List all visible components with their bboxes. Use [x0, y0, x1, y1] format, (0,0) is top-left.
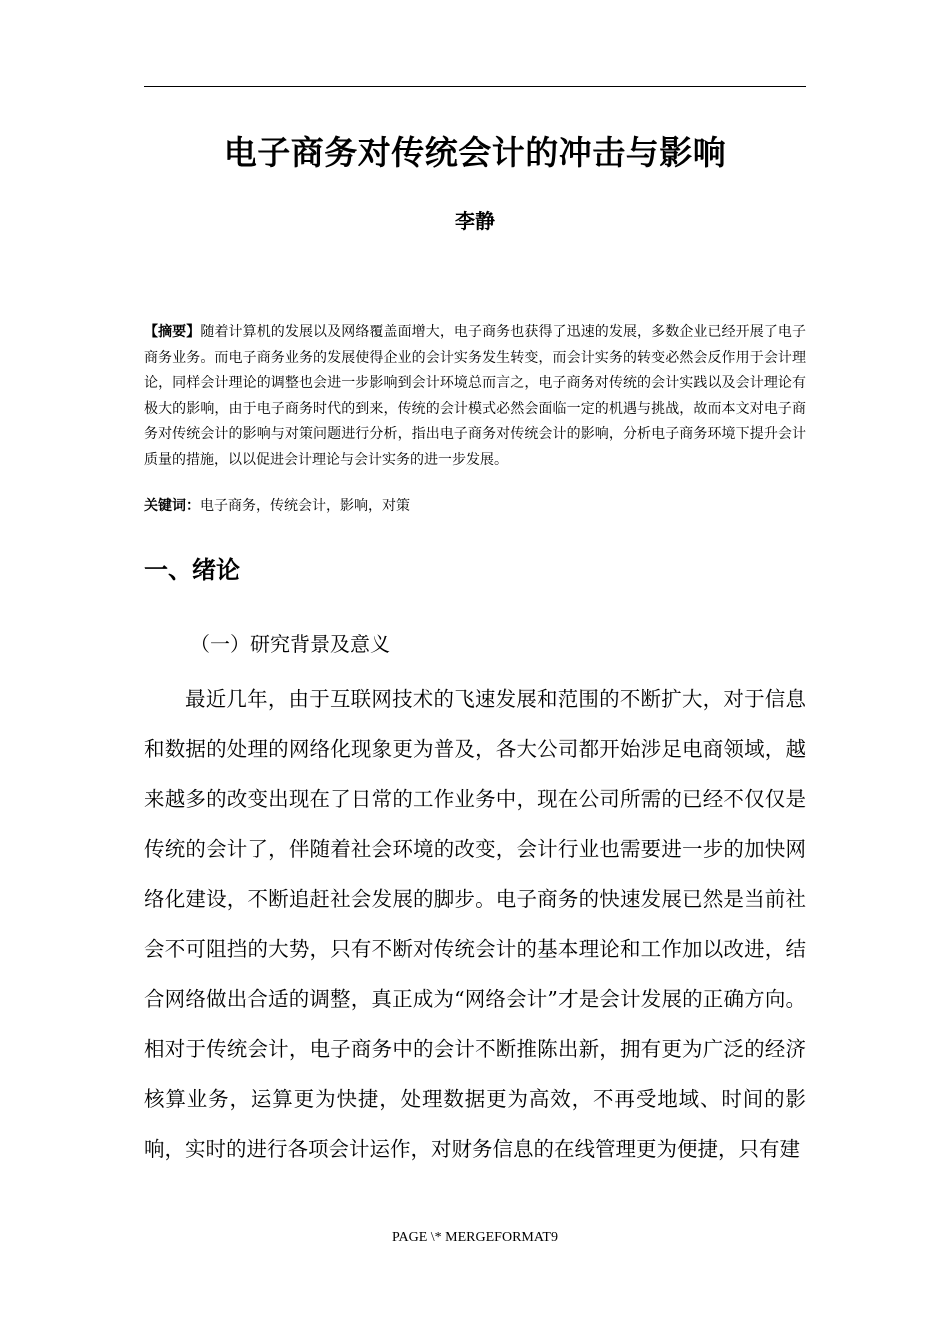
subsection-heading: （一）研究背景及意义 — [190, 632, 390, 656]
page-footer: PAGE \* MERGEFORMAT9 — [392, 1230, 558, 1245]
abstract — [144, 320, 806, 473]
abstract-label: 【摘要】 — [144, 324, 201, 340]
body-paragraph: 最近几年，由于互联网技术的飞速发展和范围的不断扩大，对于信息和数据的处理的网络化现象更为普及，各大公司都开始涉足电商领域，越来越多的改变出现在了日常的工作业务中，现在公司所需的已经不仅仅是传统的会计了，伴随着社会环境的改变，会计行业也需要进一步的加快网络化建设，不断追赶社会发展的脚步。电子商务的快速发展已然是当前社会不可阻挡的大势，只有不断对传统会计的基本理论和工作加以改进，结合网络做出合适的调整，真正成为“网络会计”才是会计发展的正确方向。相对于传统会计，电子商务中的会计不断推陈出新，拥有更为广泛的经济核算业务，运算更为快捷，处理数据更为高效，不再受地域、时间的影响，实时的进行各项会计运作，对财务信息的在线管理更为便捷，只有建 — [144, 687, 806, 1161]
keywords — [144, 494, 806, 519]
keywords-text: 电子商务，传统会计，影响，对策 — [200, 498, 410, 514]
document-title: 电子商务对传统会计的冲击与影响 — [223, 133, 727, 172]
header-rule — [144, 86, 806, 87]
abstract-text: 随着计算机的发展以及网络覆盖面增大，电子商务也获得了迅速的发展，多数企业已经开展了电子商务业务。而电子商务业务的发展使得企业的会计实务发生转变，而会计实务的转变必然会反作用于会计理论，同样会计理论的调整也会进一步影响到会计环境总而言之，电子商务对传统的会计实践以及会计理论有极大的影响，由于电子商务时代的到来，传统的会计模式必然会面临一定的机遇与挑战，故而本文对电子商务对传统会计的影响与对策问题进行分析，指出电子商务对传统会计的影响，分析电子商务环境下提升会计质量的措施，以以促进会计理论与会计实务的进一步发展。 — [144, 324, 807, 468]
keywords-label: 关键词： — [144, 498, 200, 514]
author-name: 李静 — [455, 209, 495, 233]
section-heading: 一、绪论 — [144, 556, 240, 584]
